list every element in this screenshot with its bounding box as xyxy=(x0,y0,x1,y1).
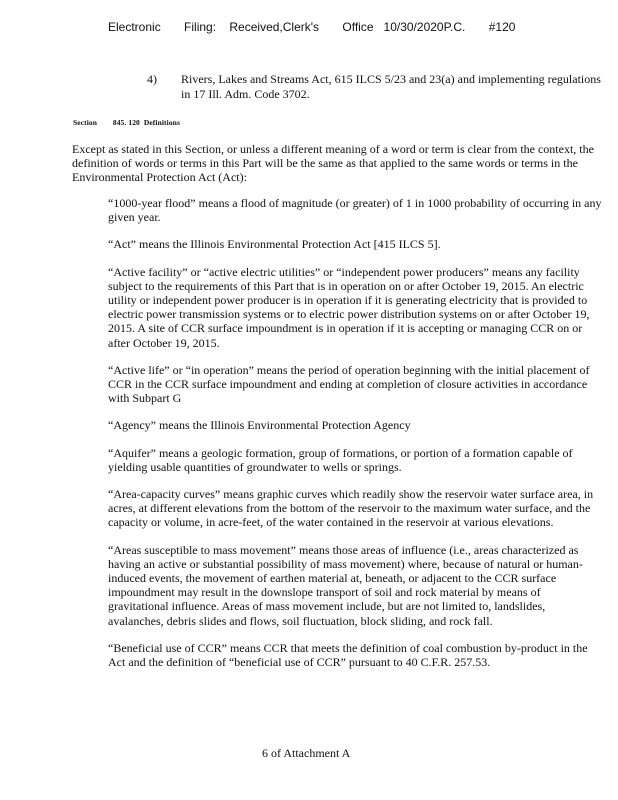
definition-area-capacity-curves: “Area-capacity curves” means graphic curves which readily show the reservoir water surface area, in acres, at different elevations from the bottom of the reservoir to the maximum water surface, and the capacity or volume, in acre-feet, of the water contained in the reservoir at various elevations. xyxy=(108,487,594,530)
filing-header xyxy=(108,20,515,34)
header-electronic: Electronic xyxy=(108,20,161,34)
section-number: 845. 120 xyxy=(112,118,140,127)
header-number: #120 xyxy=(488,20,516,34)
intro-paragraph: Except as stated in this Section, or unless a different meaning of a word or term is clear from the context, the definition of words or terms in this Part will be the same as that applied to the same words or terms in the Environmental Protection Act (Act): xyxy=(72,142,594,184)
definition-active-life: “Active life” or “in operation” means the period of operation beginning with the initial placement of CCR in the CCR surface impoundment and ending at completion of closure activities in accordance with Subpart G xyxy=(108,362,590,406)
header-filing: Filing: xyxy=(184,20,217,34)
list-item-text: Rivers, Lakes and Streams Act, 615 ILCS 5/23 and 23(a) and implementing regulations in 17 Ill. Adm. Code 3702. xyxy=(181,72,601,101)
definition-aquifer: “Aquifer” means a geologic formation, group of formations, or portion of a formation capable of yielding usable quantities of groundwater to wells or springs. xyxy=(108,445,573,474)
definition-agency: “Agency” means the Illinois Environmental Protection Agency xyxy=(108,418,411,433)
section-heading xyxy=(73,118,180,127)
definition-active-facility: “Active facility” or “active electric utilities” or “independent power producers” means any facility subject to the requirements of this Part that is in operation on or after October 19, 2015. An electric utility or independent power producer is in operation if it is generating electricity that is provided to electric power transmission systems or to electric power distribution systems on or after October 19, 2015. A site of CCR surface impoundment is in operation if it is accepting or managing CCR on or after October 19, 2015. xyxy=(108,264,590,350)
definitions-list xyxy=(108,196,602,682)
definition-beneficial-use: “Beneficial use of CCR” means CCR that meets the definition of coal combustion by-product in the Act and the definition of “beneficial use of CCR” pursuant to 40 C.F.R. 257.53. xyxy=(108,640,588,670)
list-item-number: 4) xyxy=(147,72,157,86)
definition-1000-year-flood: “1000-year flood” means a flood of magnitude (or greater) of 1 in 1000 probability of occurring in any given year. xyxy=(108,196,602,225)
header-date: 10/30/2020P.C. xyxy=(383,20,466,34)
header-received: Received,Clerk's xyxy=(229,20,320,34)
section-title: Definitions xyxy=(143,118,180,127)
section-label: Section xyxy=(73,118,98,127)
header-office: Office xyxy=(342,20,374,34)
page-footer: 6 of Attachment A xyxy=(262,746,351,760)
definition-act: “Act” means the Illinois Environmental Protection Act [415 ILCS 5]. xyxy=(108,237,441,252)
definition-areas-susceptible: “Areas susceptible to mass movement” means those areas of influence (i.e., areas characterized as having an active or substantial possibility of mass movement) where, because of natural or human-induced events, the movement of earthen material at, beneath, or adjacent to the CCR surface impoundment may result in the downslope transport of soil and rock material by means of gravitational influence. Areas of mass movement include, but are not limited to, landslides, avalanches, debris slides and flows, soil fluctuation, block sliding, and rock fall. xyxy=(108,542,583,628)
